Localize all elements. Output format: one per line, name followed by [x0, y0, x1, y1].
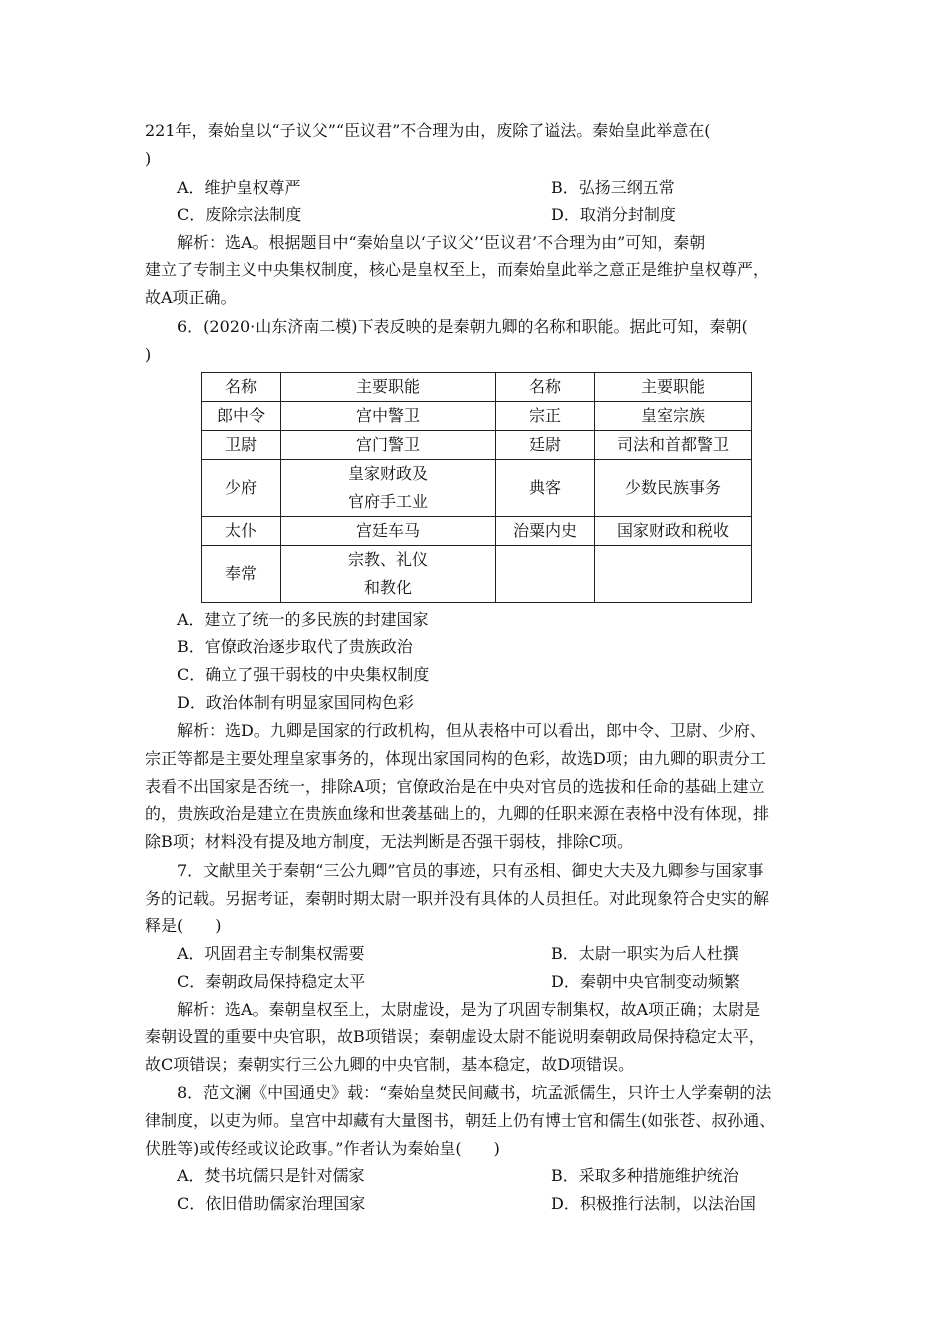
cell-line: 和教化 [363, 578, 412, 597]
q6-analysis-line5: 除B项；材料没有提及地方制度，无法判断是否强干弱枝，排除C项。 [145, 832, 634, 851]
table-cell [496, 546, 595, 603]
table-cell: 宫门警卫 [281, 431, 496, 460]
q6-analysis-line3: 表看不出国家是否统一，排除A项；官僚政治是在中央对官员的选拔和任命的基础上建立 [145, 777, 765, 796]
q5-option-b: B．弘扬三纲五常 [551, 178, 675, 197]
header-cell: 名称 [496, 373, 595, 402]
q7-stem-line1: 7．文献里关于秦朝“三公九卿”官员的事迹，只有丞相、御史大夫及九卿参与国家事 [177, 861, 764, 880]
q7-analysis-line2: 秦朝设置的重要中央官职，故B项错误；秦朝虚设太尉不能说明秦朝政局保持稳定太平， [145, 1027, 765, 1046]
cell-line: 宗教、礼仪 [347, 550, 428, 569]
q5-stem-line2: ) [145, 149, 152, 168]
table-row [202, 460, 752, 517]
header-cell: 名称 [202, 373, 281, 402]
q8-stem-line3: 伏胜等)或传经或议论政事。”作者认为秦始皇( ) [145, 1139, 500, 1158]
table-row [202, 431, 752, 460]
table-cell: 卫尉 [202, 431, 281, 460]
table-cell: 奉常 [202, 546, 281, 603]
table-cell: 宫中警卫 [281, 402, 496, 431]
header-cell: 主要职能 [595, 373, 752, 402]
q8-option-b: B．采取多种措施维护统治 [551, 1166, 739, 1185]
q6-option-b: B．官僚政治逐步取代了贵族政治 [177, 637, 413, 656]
q7-option-b: B．太尉一职实为后人杜撰 [551, 944, 739, 963]
table-cell: 典客 [496, 460, 595, 517]
q5-analysis-line3: 故A项正确。 [145, 288, 237, 307]
q6-stem-line1: 6．(2020·山东济南二模)下表反映的是秦朝九卿的名称和职能。据此可知，秦朝( [177, 317, 748, 336]
q8-option-d: D．积极推行法制，以法治国 [551, 1194, 756, 1213]
q6-analysis-line4: 的，贵族政治是建立在贵族血缘和世袭基础上的，九卿的任职来源在表格中没有体现，排 [145, 804, 770, 823]
q7-stem-line3: 释是( ) [145, 916, 222, 935]
q6-option-d: D．政治体制有明显家国同构色彩 [177, 693, 414, 712]
table-cell: 宫廷车马 [281, 517, 496, 546]
table-cell [281, 546, 496, 603]
table-cell: 廷尉 [496, 431, 595, 460]
table-cell: 少数民族事务 [595, 460, 752, 517]
table-cell: 太仆 [202, 517, 281, 546]
cell-line: 官府手工业 [347, 492, 428, 511]
table-cell: 郎中令 [202, 402, 281, 431]
q6-option-c: C．确立了强干弱枝的中央集权制度 [177, 665, 430, 684]
table-cell: 司法和首都警卫 [595, 431, 752, 460]
q7-option-c: C．秦朝政局保持稳定太平 [177, 972, 366, 991]
q5-analysis-line2: 建立了专制主义中央集权制度，核心是皇权至上，而秦始皇此举之意正是维护皇权尊严， [145, 260, 770, 279]
q5-option-d: D．取消分封制度 [551, 205, 676, 224]
table-cell [281, 460, 496, 517]
q6-analysis-line2: 宗正等都是主要处理皇家事务的，体现出家国同构的色彩，故选D项；由九卿的职责分工 [145, 749, 766, 768]
table-cell: 治粟内史 [496, 517, 595, 546]
q5-option-c: C．废除宗法制度 [177, 205, 302, 224]
q8-option-a: A．焚书坑儒只是针对儒家 [177, 1166, 365, 1185]
cell-line: 皇家财政及 [347, 464, 428, 483]
q7-analysis-line1: 解析：选A。秦朝皇权至上，太尉虚设，是为了巩固专制集权，故A项正确；太尉是 [177, 1000, 761, 1019]
table-cell: 少府 [202, 460, 281, 517]
q7-analysis-line3: 故C项错误；秦朝实行三公九卿的中央官制，基本稳定，故D项错误。 [145, 1055, 635, 1074]
table-cell: 宗正 [496, 402, 595, 431]
q5-option-a: A．维护皇权尊严 [177, 178, 301, 197]
q6-analysis-line1: 解析：选D。九卿是国家的行政机构，但从表格中可以看出，郎中令、卫尉、少府、 [177, 721, 766, 740]
table-cell: 国家财政和税收 [595, 517, 752, 546]
table-row [202, 402, 752, 431]
q8-option-c: C．依旧借助儒家治理国家 [177, 1194, 366, 1213]
header-cell: 主要职能 [281, 373, 496, 402]
q7-option-a: A．巩固君主专制集权需要 [177, 944, 365, 963]
q6-stem-line2: ) [145, 345, 152, 364]
q8-stem-line1: 8．范文澜《中国通史》载：“秦始皇焚民间藏书，坑孟派儒生，只许士人学秦朝的法 [177, 1083, 772, 1102]
table-cell: 皇室宗族 [595, 402, 752, 431]
q6-option-a: A．建立了统一的多民族的封建国家 [177, 610, 429, 629]
q8-stem-line2: 律制度，以吏为师。皇宫中却藏有大量图书，朝廷上仍有博士官和儒生(如张苍、叔孙通、 [145, 1111, 776, 1130]
nine-ministers-table [201, 372, 752, 603]
q5-stem-line1: 221年，秦始皇以“子议父”“臣议君”不合理为由，废除了谥法。秦始皇此举意在( [145, 121, 711, 140]
q7-option-d: D．秦朝中央官制变动频繁 [551, 972, 740, 991]
table-header-row [202, 373, 752, 402]
q7-stem-line2: 务的记载。另据考证，秦朝时期太尉一职并没有具体的人员担任。对此现象符合史实的解 [145, 889, 770, 908]
q5-analysis-line1: 解析：选A。根据题目中“秦始皇以‘子议父’‘臣议君’不合理为由”可知，秦朝 [177, 233, 706, 252]
table-row [202, 517, 752, 546]
table-cell [595, 546, 752, 603]
table-row [202, 546, 752, 603]
